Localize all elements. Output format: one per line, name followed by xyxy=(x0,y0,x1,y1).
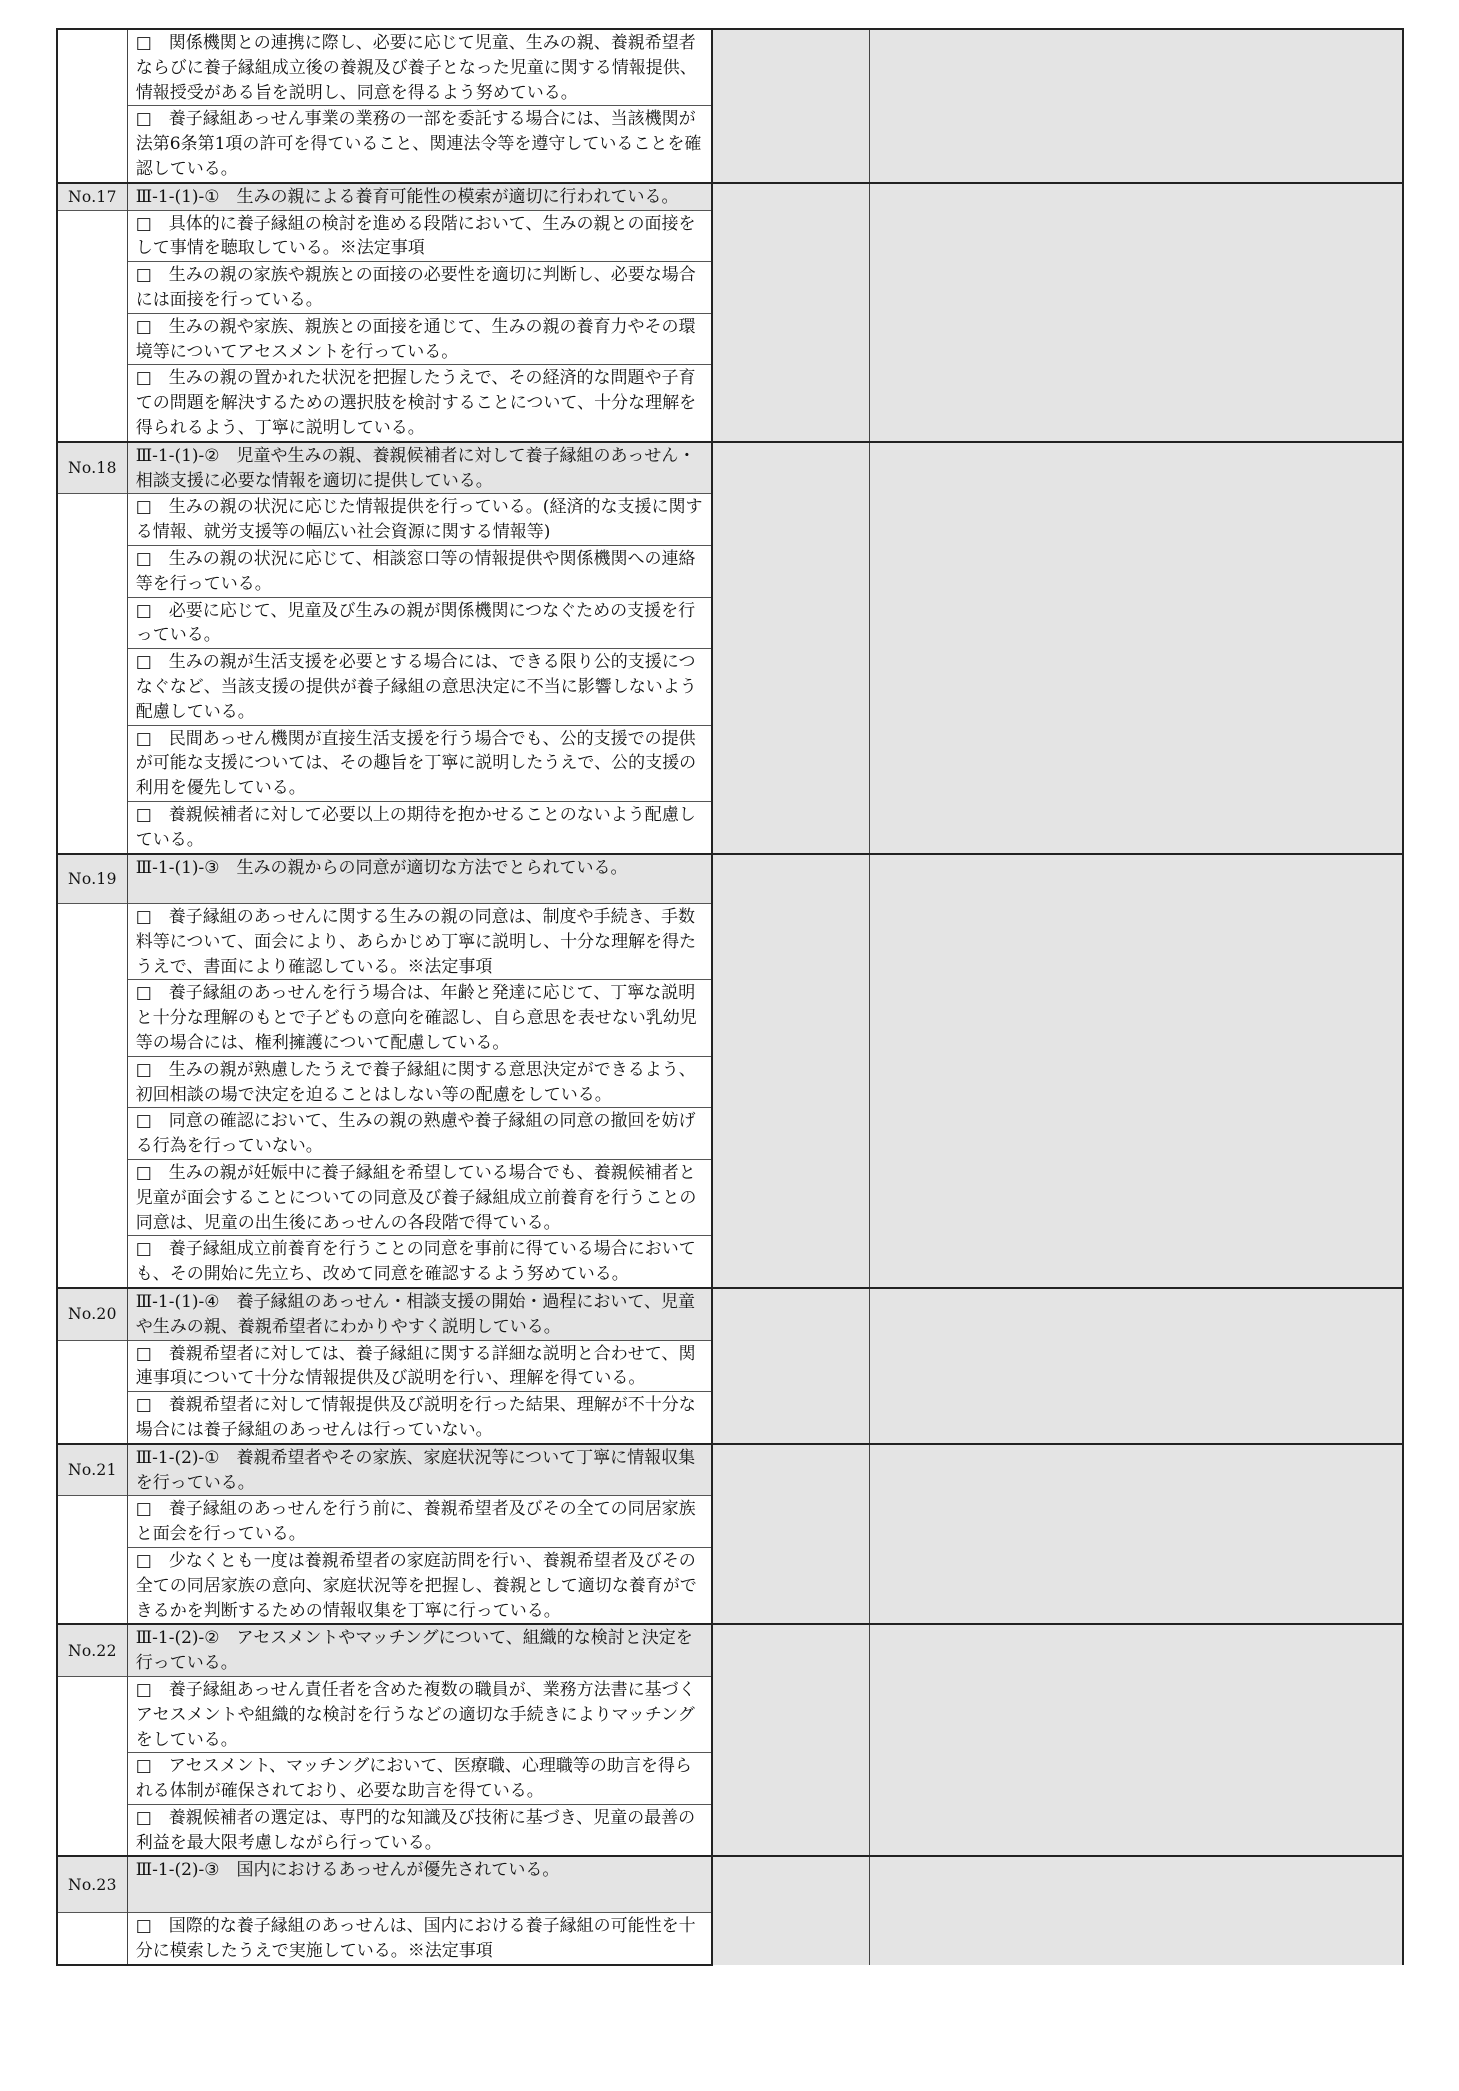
check-item[interactable] xyxy=(127,1108,712,1160)
comment-cell[interactable] xyxy=(869,29,1403,183)
check-item-text: □ 生みの親が生活支援を必要とする場合には、できる限り公的支援につなぐなど、当該支援の提供が養子縁組の意思決定に不当に影響しないよう配慮している。 xyxy=(135,652,697,722)
check-item-text: □ 養親希望者に対して情報提供及び説明を行った結果、理解が不十分な場合には養子縁組のあっせんは行っていない。 xyxy=(135,1395,696,1440)
check-item[interactable] xyxy=(127,597,712,649)
check-item[interactable] xyxy=(127,1392,712,1444)
evaluation-cell[interactable] xyxy=(712,29,869,183)
check-item-text: □ アセスメント、マッチングにおいて、医療職、心理職等の助言を得られる体制が確保されており、必要な助言を得ている。 xyxy=(135,1756,692,1802)
check-item[interactable] xyxy=(127,649,712,725)
check-item-text: □ 生みの親の状況に応じた情報提供を行っている。(経済的な支援に関する情報、就労支援等の幅広い社会資源に関する情報等) xyxy=(135,497,703,543)
check-item[interactable] xyxy=(127,801,712,853)
group-header-row xyxy=(57,1444,1403,1496)
check-item-text: □ 民間あっせん機関が直接生活支援を行う場合でも、公的支援での提供が可能な支援については、その趣旨を丁寧に説明したうえで、公的支援の利用を優先している。 xyxy=(135,728,697,799)
item-number: No.21 xyxy=(57,1444,127,1496)
number-cell-empty xyxy=(57,494,127,854)
check-item-text: □ 関係機関との連携に際し、必要に応じて児童、生みの親、養親希望者ならびに養子縁組成立後の養親及び養子となった児童に関する情報提供、情報授受がある旨を説明し、同意を得るよう努めている。 xyxy=(135,33,697,103)
check-item[interactable] xyxy=(127,494,712,546)
number-cell-empty xyxy=(57,1340,127,1444)
criterion-title-text: Ⅲ-1-(1)-① 生みの親による養育可能性の模索が適切に行われている。 xyxy=(135,186,679,207)
number-cell-empty xyxy=(57,29,127,183)
check-item-text: □ 養子縁組あっせん責任者を含めた複数の職員が、業務方法書に基づくアセスメントや組織的な検討を行うなどの適切な手続きによりマッチングをしている。 xyxy=(135,1679,696,1750)
item-number: No.19 xyxy=(57,854,127,904)
evaluation-cell[interactable] xyxy=(712,1624,869,1856)
group-header-row xyxy=(57,854,1403,904)
item-number: No.23 xyxy=(57,1856,127,1912)
check-item[interactable] xyxy=(127,1056,712,1108)
item-number: No.20 xyxy=(57,1288,127,1340)
comment-cell[interactable] xyxy=(869,1288,1403,1444)
group-header-row xyxy=(57,442,1403,494)
check-item-text: □ 養子縁組のあっせんに関する生みの親の同意は、制度や手続き、手数料等について、面会により、あらかじめ丁寧に説明し、十分な理解を得たうえで、書面により確認している。※法定事項 xyxy=(135,907,697,977)
check-item[interactable] xyxy=(127,1159,712,1235)
group-header-row xyxy=(57,1856,1403,1912)
check-item[interactable] xyxy=(127,262,712,314)
evaluation-cell[interactable] xyxy=(712,442,869,854)
criterion-title-text: Ⅲ-1-(1)-② 児童や生みの親、養親候補者に対して養子縁組のあっせん・相談支援に必要な情報を適切に提供している。 xyxy=(135,445,696,491)
evaluation-cell[interactable] xyxy=(712,183,869,442)
check-item-text: □ 生みの親の状況に応じて、相談窓口等の情報提供や関係機関への連絡等を行っている。 xyxy=(135,548,696,594)
check-item-text: □ 具体的に養子縁組の検討を進める段階において、生みの親との面接をして事情を聴取している。※法定事項 xyxy=(135,213,696,259)
item-number: No.22 xyxy=(57,1624,127,1676)
comment-cell[interactable] xyxy=(869,1444,1403,1625)
number-cell-empty xyxy=(57,1912,127,1964)
criterion-title xyxy=(127,854,712,904)
item-number: No.18 xyxy=(57,442,127,494)
check-item[interactable] xyxy=(127,1753,712,1805)
comment-cell[interactable] xyxy=(869,183,1403,442)
check-item[interactable] xyxy=(127,1912,712,1964)
check-item[interactable] xyxy=(127,29,712,106)
check-item-text: □ 養親候補者に対して必要以上の期待を抱かせることのないよう配慮している。 xyxy=(135,804,696,850)
check-item-text: □ 養親候補者の選定は、専門的な知識及び技術に基づき、児童の最善の利益を最大限考慮しながら行っている。 xyxy=(135,1807,696,1853)
check-item-text: □ 養子縁組成立前養育を行うことの同意を事前に得ている場合においても、その開始に先立ち、改めて同意を確認するよう努めている。 xyxy=(135,1239,696,1285)
check-item[interactable] xyxy=(127,1340,712,1392)
check-item-text: □ 養子縁組のあっせんを行う場合は、年齢と発達に応じて、丁寧な説明と十分な理解のもとで子どもの意向を確認し、自ら意思を表せない乳幼児等の場合には、権利擁護について配慮している。 xyxy=(135,983,697,1053)
evaluation-checklist-table xyxy=(56,28,1404,1966)
check-item[interactable] xyxy=(127,1547,712,1624)
check-item[interactable] xyxy=(127,313,712,365)
criterion-title xyxy=(127,442,712,494)
check-item-text: □ 必要に応じて、児童及び生みの親が関係機関につなぐための支援を行っている。 xyxy=(135,600,696,646)
check-item[interactable] xyxy=(127,1236,712,1288)
criterion-title xyxy=(127,1288,712,1340)
number-cell-empty xyxy=(57,210,127,442)
check-item-text: □ 養親希望者に対しては、養子縁組に関する詳細な説明と合わせて、関連事項について十分な情報提供及び説明を行い、理解を得ている。 xyxy=(135,1343,696,1389)
check-item[interactable] xyxy=(127,1496,712,1548)
comment-cell[interactable] xyxy=(869,442,1403,854)
criterion-title xyxy=(127,1444,712,1496)
criterion-title xyxy=(127,183,712,210)
check-item[interactable] xyxy=(127,545,712,597)
group-header-row xyxy=(57,1288,1403,1340)
check-item[interactable] xyxy=(127,980,712,1056)
check-item[interactable] xyxy=(127,106,712,183)
check-item[interactable] xyxy=(127,904,712,980)
number-cell-empty xyxy=(57,1676,127,1856)
check-item-text: □ 生みの親や家族、親族との面接を通じて、生みの親の養育力やその環境等についてアセスメントを行っている。 xyxy=(135,316,696,362)
check-item-text: □ 生みの親が妊娠中に養子縁組を希望している場合でも、養親候補者と児童が面会することについての同意及び養子縁組成立前養育を行うことの同意は、児童の出生後にあっせんの各段階で得ている。 xyxy=(135,1162,697,1233)
criterion-title xyxy=(127,1856,712,1912)
check-item-text: □ 生みの親の置かれた状況を把握したうえで、その経済的な問題や子育ての問題を解決するための選択肢を検討することについて、十分な理解を得られるよう、丁寧に説明している。 xyxy=(135,368,697,438)
check-item[interactable] xyxy=(127,365,712,442)
evaluation-cell[interactable] xyxy=(712,854,869,1288)
check-item[interactable] xyxy=(127,1804,712,1856)
check-item[interactable] xyxy=(127,210,712,262)
item-number: No.17 xyxy=(57,183,127,210)
check-item-text: □ 少なくとも一度は養親希望者の家庭訪問を行い、養親希望者及びその全ての同居家族の意向、家庭状況等を把握し、養親として適切な養育ができるかを判断するための情報収集を丁寧に行っている。 xyxy=(135,1550,697,1621)
number-cell-empty xyxy=(57,904,127,1288)
check-item[interactable] xyxy=(127,1676,712,1752)
evaluation-cell[interactable] xyxy=(712,1444,869,1625)
check-item-text: □ 同意の確認において、生みの親の熟慮や養子縁組の同意の撤回を妨げる行為を行っていない。 xyxy=(135,1111,696,1157)
check-item[interactable] xyxy=(127,725,712,801)
evaluation-cell[interactable] xyxy=(712,1288,869,1444)
comment-cell[interactable] xyxy=(869,1856,1403,1964)
criterion-title-text: Ⅲ-1-(2)-① 養親希望者やその家族、家庭状況等について丁寧に情報収集を行っている。 xyxy=(135,1447,696,1493)
comment-cell[interactable] xyxy=(869,1624,1403,1856)
group-header-row xyxy=(57,1624,1403,1676)
criterion-title-text: Ⅲ-1-(1)-③ 生みの親からの同意が適切な方法でとられている。 xyxy=(135,857,628,878)
criterion-title xyxy=(127,1624,712,1676)
criterion-title-text: Ⅲ-1-(2)-② アセスメントやマッチングについて、組織的な検討と決定を行っている。 xyxy=(135,1628,693,1674)
check-item-text: □ 養子縁組あっせん事業の業務の一部を委託する場合には、当該機関が法第6条第1項の許可を得ていること、関連法令等を遵守していることを確認している。 xyxy=(135,109,702,179)
check-item-text: □ 生みの親の家族や親族との面接の必要性を適切に判断し、必要な場合には面接を行っている。 xyxy=(135,265,696,310)
check-item-text: □ 養子縁組のあっせんを行う前に、養親希望者及びその全ての同居家族と面会を行っている。 xyxy=(135,1499,696,1545)
number-cell-empty xyxy=(57,1496,127,1624)
check-item-text: □ 生みの親が熟慮したうえで養子縁組に関する意思決定ができるよう、初回相談の場で決定を迫ることはしない等の配慮をしている。 xyxy=(135,1059,696,1105)
check-item-text: □ 国際的な養子縁組のあっせんは、国内における養子縁組の可能性を十分に模索したうえで実施している。※法定事項 xyxy=(135,1915,696,1961)
group-header-row xyxy=(57,183,1403,210)
criterion-title-text: Ⅲ-1-(1)-④ 養子縁組のあっせん・相談支援の開始・過程において、児童や生みの親、養親希望者にわかりやすく説明している。 xyxy=(135,1291,696,1337)
check-row xyxy=(57,29,1403,106)
evaluation-cell[interactable] xyxy=(712,1856,869,1964)
comment-cell[interactable] xyxy=(869,854,1403,1288)
criterion-title-text: Ⅲ-1-(2)-③ 国内におけるあっせんが優先されている。 xyxy=(135,1860,560,1881)
